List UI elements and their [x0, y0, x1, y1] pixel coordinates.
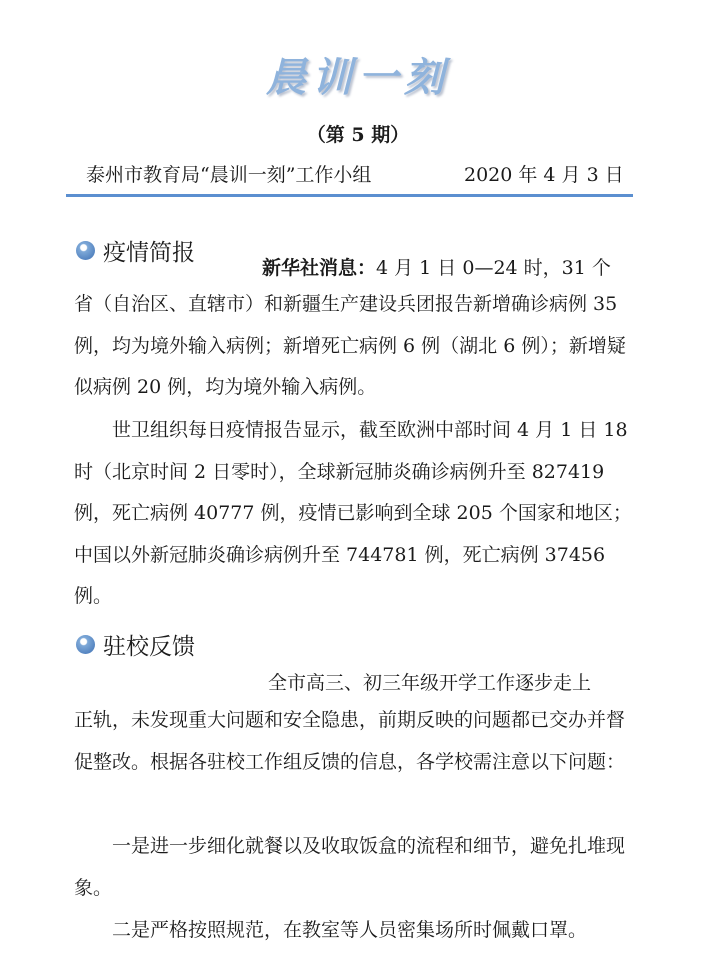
header-divider [66, 194, 633, 197]
byline: 泰州市教育局“晨训一刻”工作小组 [86, 164, 372, 186]
section2-item1: 一是进一步细化就餐以及收取饭盒的流程和细节，避免扎堆现象。 [74, 835, 626, 899]
issue-number: （第 5 期） [306, 124, 410, 146]
news-source-lead: 新华社消息： [262, 257, 377, 279]
section2-paragraph1: 正轨，未发现重大问题和安全隐患，前期反映的问题都已交办并督促整改。根据各驻校工作组反馈的信息，各学校需注意以下问题： [74, 709, 626, 773]
section-heading-label: 疫情简报 [103, 240, 195, 266]
section-heading-label: 驻校反馈 [103, 634, 195, 660]
section1-paragraph2: 世卫组织每日疫情报告显示，截至欧洲中部时间 4 月 1 日 18 时（北京时间 2 日零时），全球新冠肺炎确诊病例升至 827419 例，死亡病例 40777 例，疫情已影响到全球 205 个国家和地区；中国以外新冠肺炎确诊病例升至 744781 例，死亡病例 37456 例。 [74, 419, 632, 608]
section2-first-line: 全市高三、初三年级开学工作逐步走上 [268, 672, 592, 694]
section1-paragraph1: 省（自治区、直辖市）和新疆生产建设兵团报告新增确诊病例 35 例，均为境外输入病例；新增死亡病例 6 例（湖北 6 例）；新增疑似病例 20 例，均为境外输入病例。 [74, 293, 626, 399]
section1-first-line [262, 253, 611, 280]
bullet-icon [76, 241, 95, 260]
news-first-line: 4 月 1 日 0—24 时，31 个 [376, 257, 611, 279]
publish-date: 2020 年 4 月 3 日 [464, 164, 624, 186]
newsletter-title: 晨训一刻 [266, 55, 450, 101]
section2-item2: 二是严格按照规范，在教室等人员密集场所时佩戴口罩。 [112, 919, 588, 941]
bullet-icon [76, 635, 95, 654]
section-heading-epidemic [76, 234, 195, 267]
section-heading-feedback [76, 628, 195, 661]
